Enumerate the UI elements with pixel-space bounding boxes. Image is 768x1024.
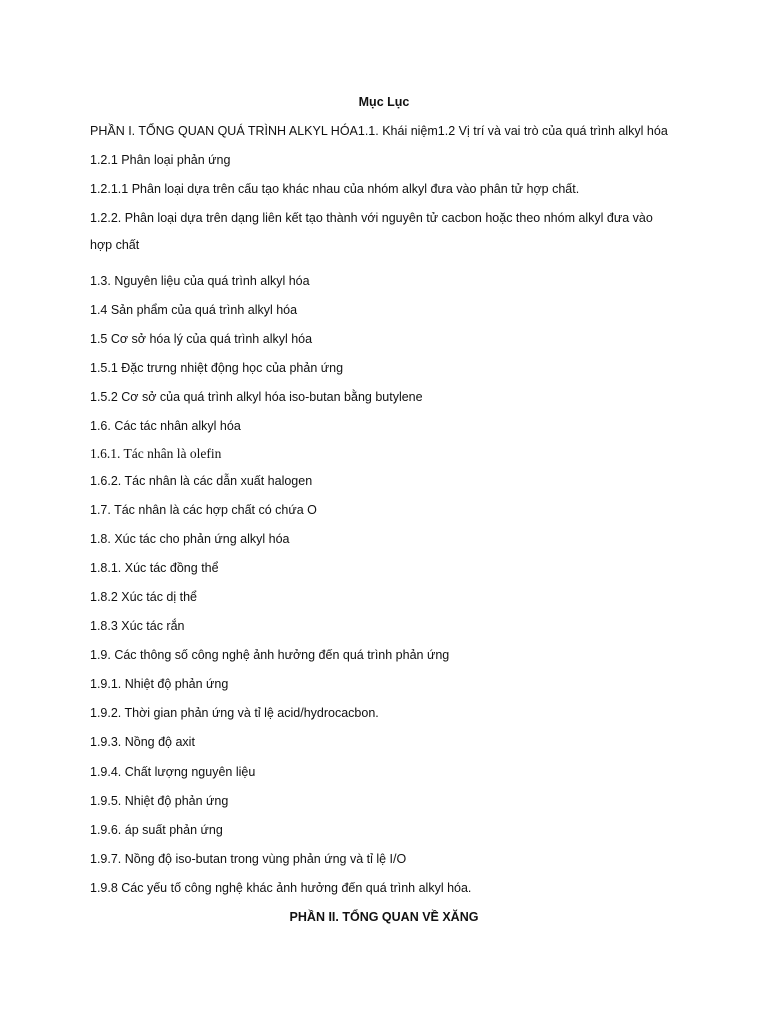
toc-entry-1-7: 1.7. Tác nhân là các hợp chất có chứa O xyxy=(90,503,317,517)
toc-entry-1-5: 1.5 Cơ sở hóa lý của quá trình alkyl hóa xyxy=(90,332,313,346)
toc-entry-1-9-6: 1.9.6. áp suất phản ứng xyxy=(90,823,223,837)
toc-entry-1-2-2: 1.2.2. Phân loại dựa trên dạng liên kết tạo thành với nguyên tử cacbon hoặc theo nhóm alkyl đưa vào xyxy=(90,211,653,225)
section-title-part2: PHẦN II. TỔNG QUAN VỀ XĂNG xyxy=(289,910,479,924)
toc-entry-1-2-1-1: 1.2.1.1 Phân loại dựa trên cấu tạo khác nhau của nhóm alkyl đưa vào phân tử hợp chất. xyxy=(90,182,580,196)
toc-entry-1-8: 1.8. Xúc tác cho phản ứng alkyl hóa xyxy=(90,532,290,546)
toc-entry-1-5-1: 1.5.1 Đặc trưng nhiệt động học của phản ứng xyxy=(90,361,344,375)
toc-entry-1-8-1: 1.8.1. Xúc tác đồng thể xyxy=(90,561,219,575)
toc-entry-1-9-7: 1.9.7. Nồng độ iso-butan trong vùng phản ứng và tỉ lệ I/O xyxy=(90,852,407,866)
toc-entry-1-6: 1.6. Các tác nhân alkyl hóa xyxy=(90,419,241,433)
toc-entry-1-9-1: 1.9.1. Nhiệt độ phản ứng xyxy=(90,677,229,691)
toc-entry-1-6-2: 1.6.2. Tác nhân là các dẫn xuất halogen xyxy=(90,474,313,488)
toc-entry-1-9-4: 1.9.4. Chất lượng nguyên liệu xyxy=(90,765,256,779)
toc-entry-1-2-2-cont: hợp chất xyxy=(90,238,140,252)
toc-entry-1-9-2: 1.9.2. Thời gian phản ứng và tỉ lệ acid/hydrocacbon. xyxy=(90,706,379,720)
toc-entry-1-9-8: 1.9.8 Các yếu tố công nghệ khác ảnh hưởng đến quá trình alkyl hóa. xyxy=(90,881,472,895)
toc-entry-1-8-3: 1.8.3 Xúc tác rắn xyxy=(90,619,185,633)
toc-entry-1-9-5: 1.9.5. Nhiệt độ phản ứng xyxy=(90,794,229,808)
toc-entry-1-9-3: 1.9.3. Nồng độ axit xyxy=(90,735,195,749)
toc-entry-1-8-2: 1.8.2 Xúc tác dị thể xyxy=(90,590,198,604)
toc-entry-1-3: 1.3. Nguyên liệu của quá trình alkyl hóa xyxy=(90,274,310,288)
toc-entry-1-2-1: 1.2.1 Phân loại phản ứng xyxy=(90,153,231,167)
toc-entry-1-9: 1.9. Các thông số công nghệ ảnh hưởng đến quá trình phản ứng xyxy=(90,648,450,662)
toc-entry-1-6-1: 1.6.1. Tác nhân là olefin xyxy=(90,446,222,461)
toc-entry-part1: PHẦN I. TỔNG QUAN QUÁ TRÌNH ALKYL HÓA1.1. Khái niệm1.2 Vị trí và vai trò của quá trình alkyl hóa xyxy=(90,124,668,138)
toc-entry-1-4: 1.4 Sản phẩm của quá trình alkyl hóa xyxy=(90,303,298,317)
toc-entry-1-5-2: 1.5.2 Cơ sở của quá trình alkyl hóa iso-butan bằng butylene xyxy=(90,390,423,404)
page-title: Mục Lục xyxy=(358,95,410,109)
